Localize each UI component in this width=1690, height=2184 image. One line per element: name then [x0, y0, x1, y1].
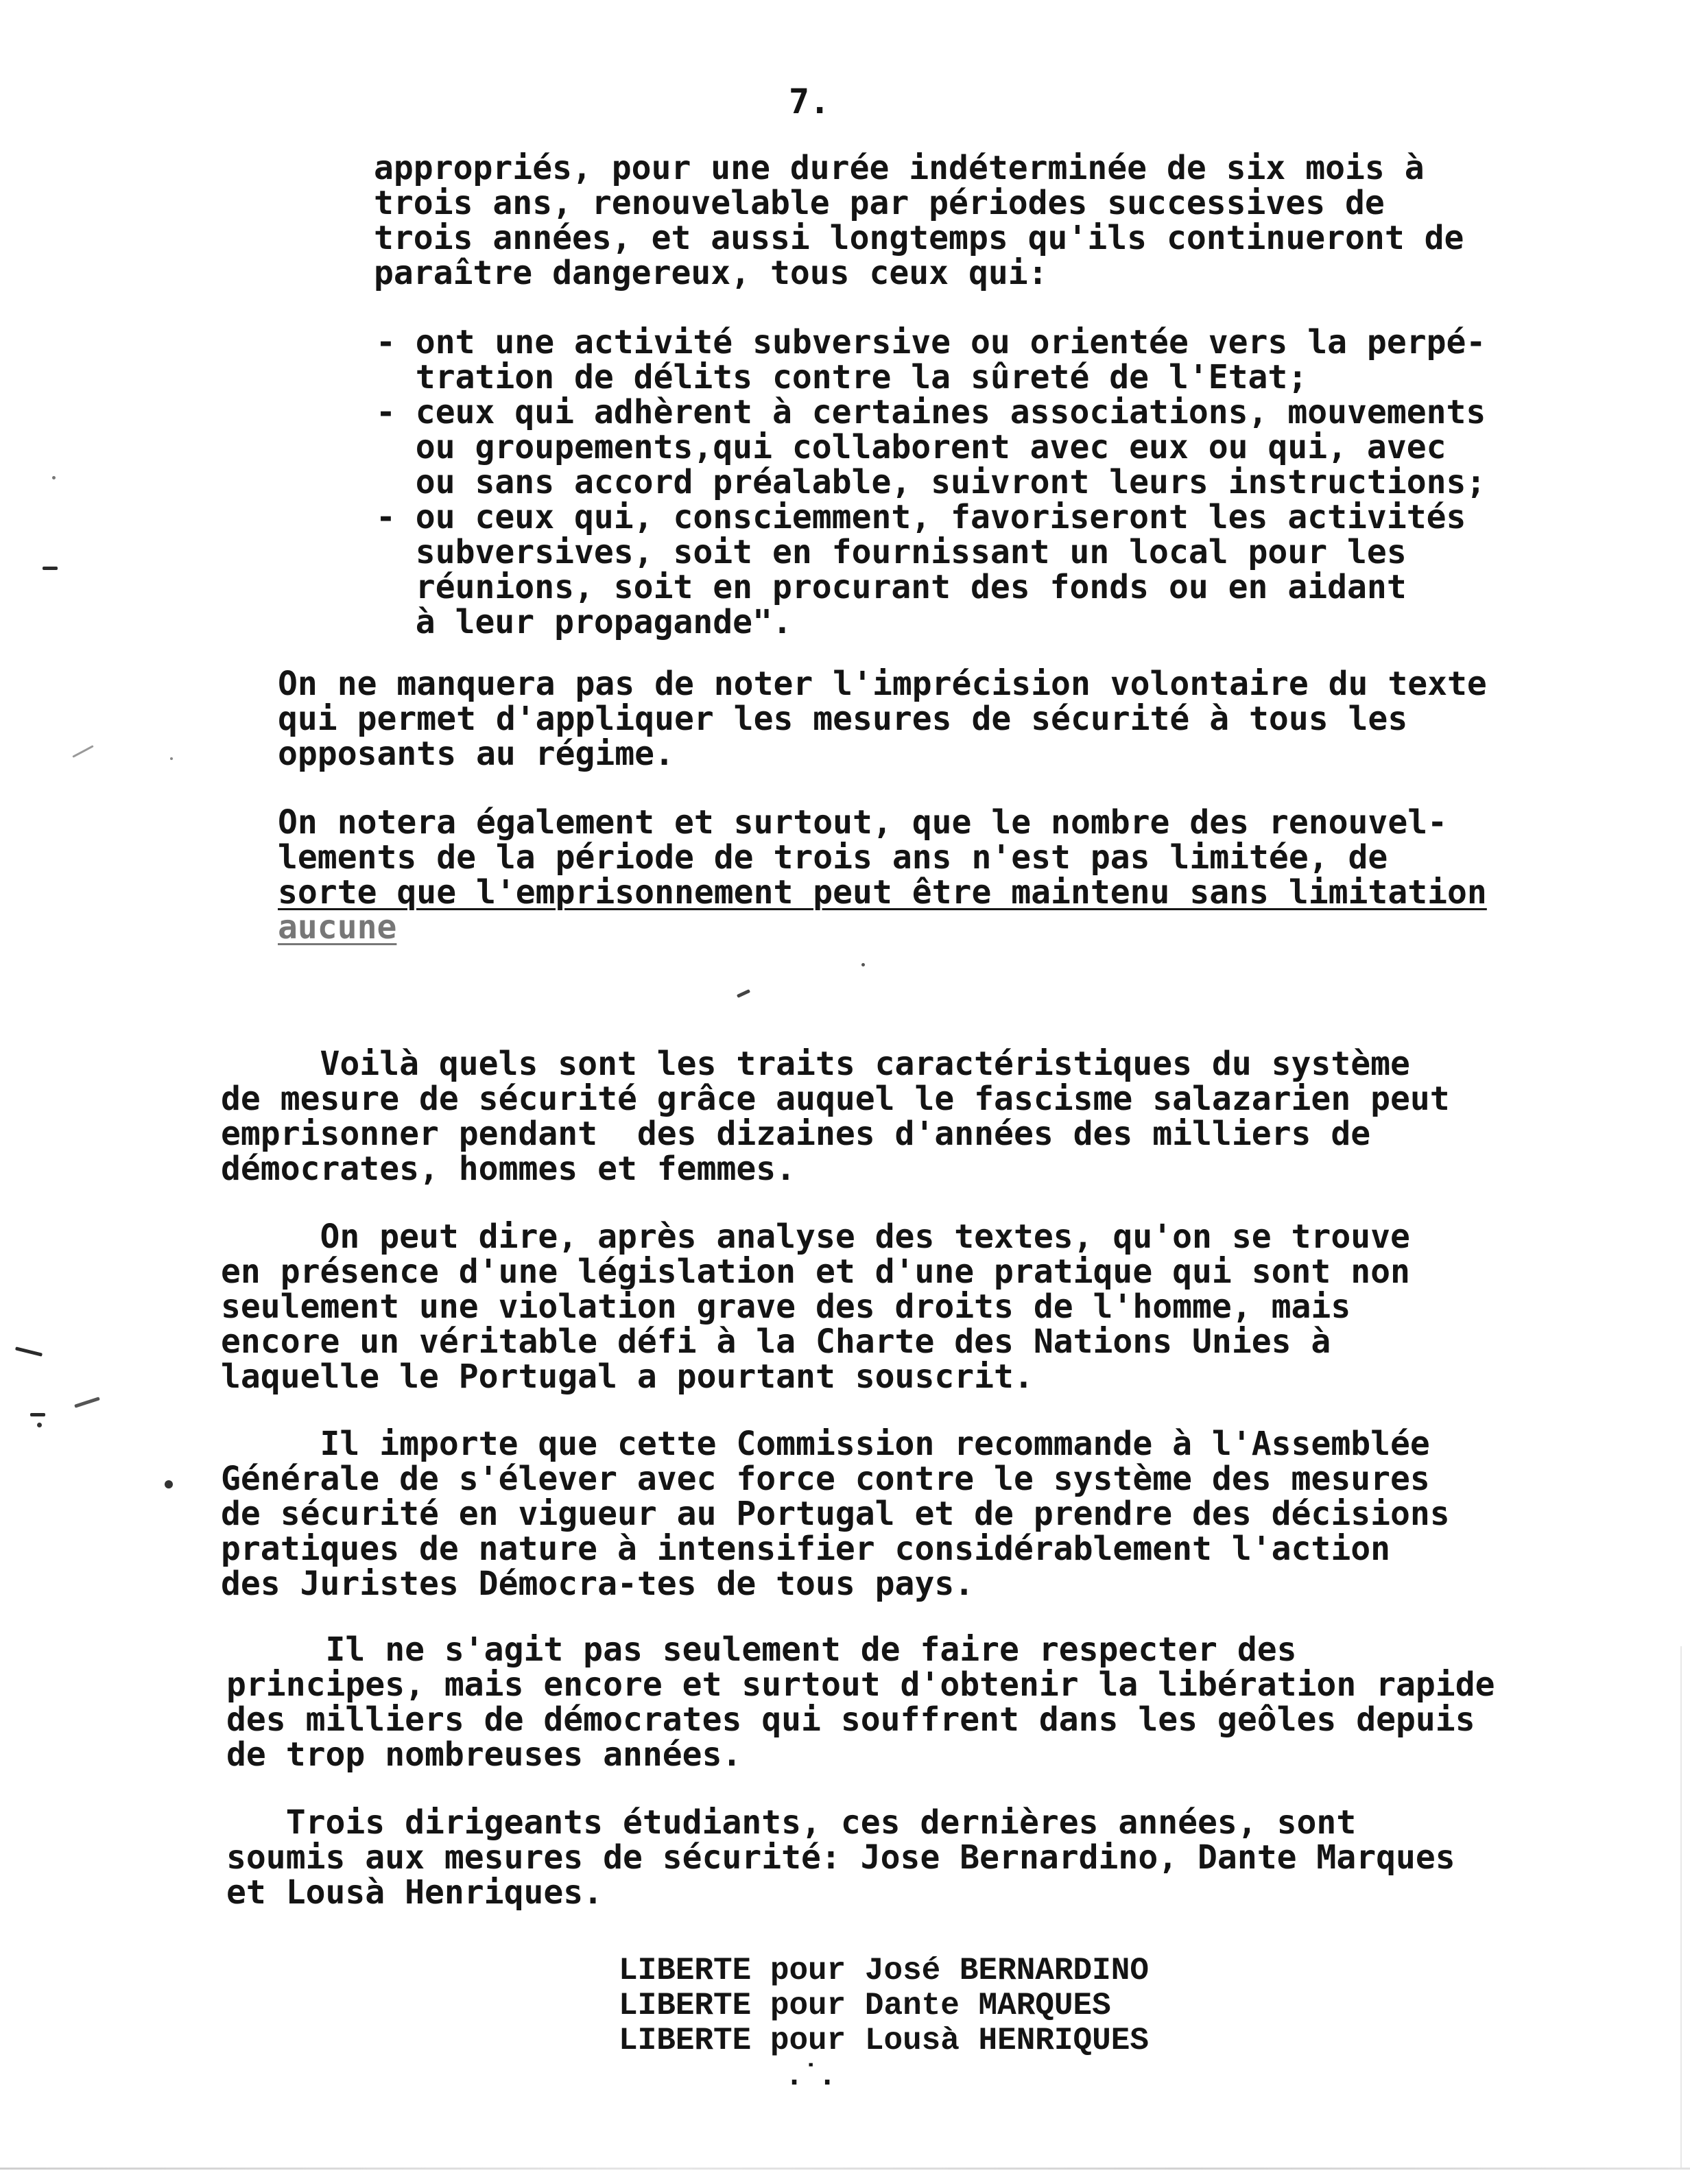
margin-mark [74, 1397, 100, 1408]
text-line: trois ans, renouvelable par périodes successives de [374, 184, 1385, 222]
margin-mark [43, 567, 58, 570]
margin-mark [737, 989, 750, 998]
liberty-line: LIBERTE pour Dante MARQUES [619, 1988, 1111, 2023]
text-line: emprisonner pendant des dizaines d'années des milliers de [221, 1115, 1371, 1153]
scan-edge [0, 2168, 1690, 2170]
scan-speck [37, 1423, 42, 1427]
liberty-demands [619, 1954, 1149, 2058]
text-line: trois années, et aussi longtemps qu'ils continueront de [374, 219, 1464, 257]
note-paragraph-2 [278, 805, 1487, 945]
text-line: On notera également et surtout, que le nombre des renouvel- [278, 803, 1448, 842]
text-line: Trois dirigeants étudiants, ces dernières années, sont [226, 1803, 1357, 1842]
scan-edge [1680, 1646, 1682, 2168]
liberty-line: LIBERTE pour Lousà HENRIQUES [619, 2023, 1149, 2058]
text-line: lements de la période de trois ans n'est pas limitée, de [278, 838, 1388, 877]
paragraph-analysis [221, 1220, 1410, 1394]
text-line: Il importe que cette Commission recommande à l'Assemblée [221, 1425, 1430, 1463]
text-line: des milliers de démocrates qui souffrent dans les geôles depuis [226, 1700, 1475, 1739]
list-item-line: tration de délits contre la sûreté de l'Etat; [376, 358, 1308, 396]
list-item-line: - ceux qui adhèrent à certaines associations, mouvements [376, 393, 1486, 431]
margin-mark [72, 745, 93, 758]
list-item-line: - ou ceux qui, consciemment, favoriseront les activités [376, 498, 1466, 536]
list-item-line: ou sans accord préalable, suivront leurs instructions; [376, 463, 1486, 501]
text-line: de trop nombreuses années. [226, 1735, 742, 1774]
text-line: démocrates, hommes et femmes. [221, 1150, 796, 1188]
text-line: opposants au régime. [278, 735, 674, 773]
text-line: de sécurité en vigueur au Portugal et de prendre des décisions [221, 1495, 1450, 1533]
text-line: Générale de s'élever avec force contre le système des mesures [221, 1460, 1430, 1498]
text-line: On peut dire, après analyse des textes, qu'on se trouve [221, 1218, 1410, 1256]
text-line: Il ne s'agit pas seulement de faire respecter des [226, 1630, 1297, 1669]
text-line: en présence d'une législation et d'une pratique qui sont non [221, 1253, 1410, 1291]
underlined-line: sorte que l'emprisonnement peut être maintenu sans limitation [278, 873, 1487, 912]
paragraph-students [226, 1805, 1455, 1910]
margin-mark [15, 1346, 43, 1357]
underlined-line: aucune [278, 908, 397, 947]
list-item-line: ou groupements,qui collaborent avec eux ou qui, avec [376, 428, 1447, 466]
text-line: Voilà quels sont les traits caractéristiques du système [221, 1045, 1410, 1083]
text-line: soumis aux mesures de sécurité: Jose Bernardino, Dante Marques [226, 1838, 1455, 1877]
paragraph-recommendation [221, 1427, 1450, 1602]
text-line: On ne manquera pas de noter l'imprécision volontaire du texte [278, 665, 1487, 703]
page-number: 7. [789, 82, 831, 121]
end-mark: .˙. [786, 2060, 836, 2091]
scan-speck [52, 476, 56, 479]
note-paragraph-1 [278, 667, 1487, 772]
quote-list [376, 325, 1486, 640]
text-line: principes, mais encore et surtout d'obtenir la libération rapide [226, 1665, 1495, 1704]
scan-speck [861, 963, 865, 966]
text-line: pratiques de nature à intensifier considérablement l'action [221, 1530, 1391, 1568]
text-line: qui permet d'appliquer les mesures de sécurité à tous les [278, 700, 1408, 738]
scan-speck [170, 757, 173, 760]
paragraph-traits [221, 1047, 1450, 1187]
paragraph-liberation [226, 1630, 1495, 1774]
scan-speck [165, 1480, 173, 1488]
quote-intro [374, 151, 1464, 291]
text-line: appropriés, pour une durée indéterminée de six mois à [374, 149, 1425, 187]
list-item-line: réunions, soit en procurant des fonds ou en aidant [376, 568, 1407, 606]
list-item-line: subversives, soit en fournissant un local pour les [376, 533, 1407, 571]
text-line: seulement une violation grave des droits de l'homme, mais [221, 1287, 1351, 1326]
liberty-line: LIBERTE pour José BERNARDINO [619, 1953, 1149, 1989]
text-line: et Lousà Henriques. [226, 1873, 604, 1912]
text-line: des Juristes Démocra-tes de tous pays. [221, 1565, 975, 1603]
text-line: paraître dangereux, tous ceux qui: [374, 254, 1048, 292]
text-line: encore un véritable défi à la Charte des Nations Unies à [221, 1322, 1331, 1361]
list-item-line: - ont une activité subversive ou orientée vers la perpé- [376, 323, 1486, 361]
list-item-line: à leur propagande". [376, 603, 792, 641]
margin-mark [30, 1413, 45, 1416]
text-line: de mesure de sécurité grâce auquel le fascisme salazarien peut [221, 1080, 1450, 1118]
text-line: laquelle le Portugal a pourtant souscrit. [221, 1357, 1034, 1396]
